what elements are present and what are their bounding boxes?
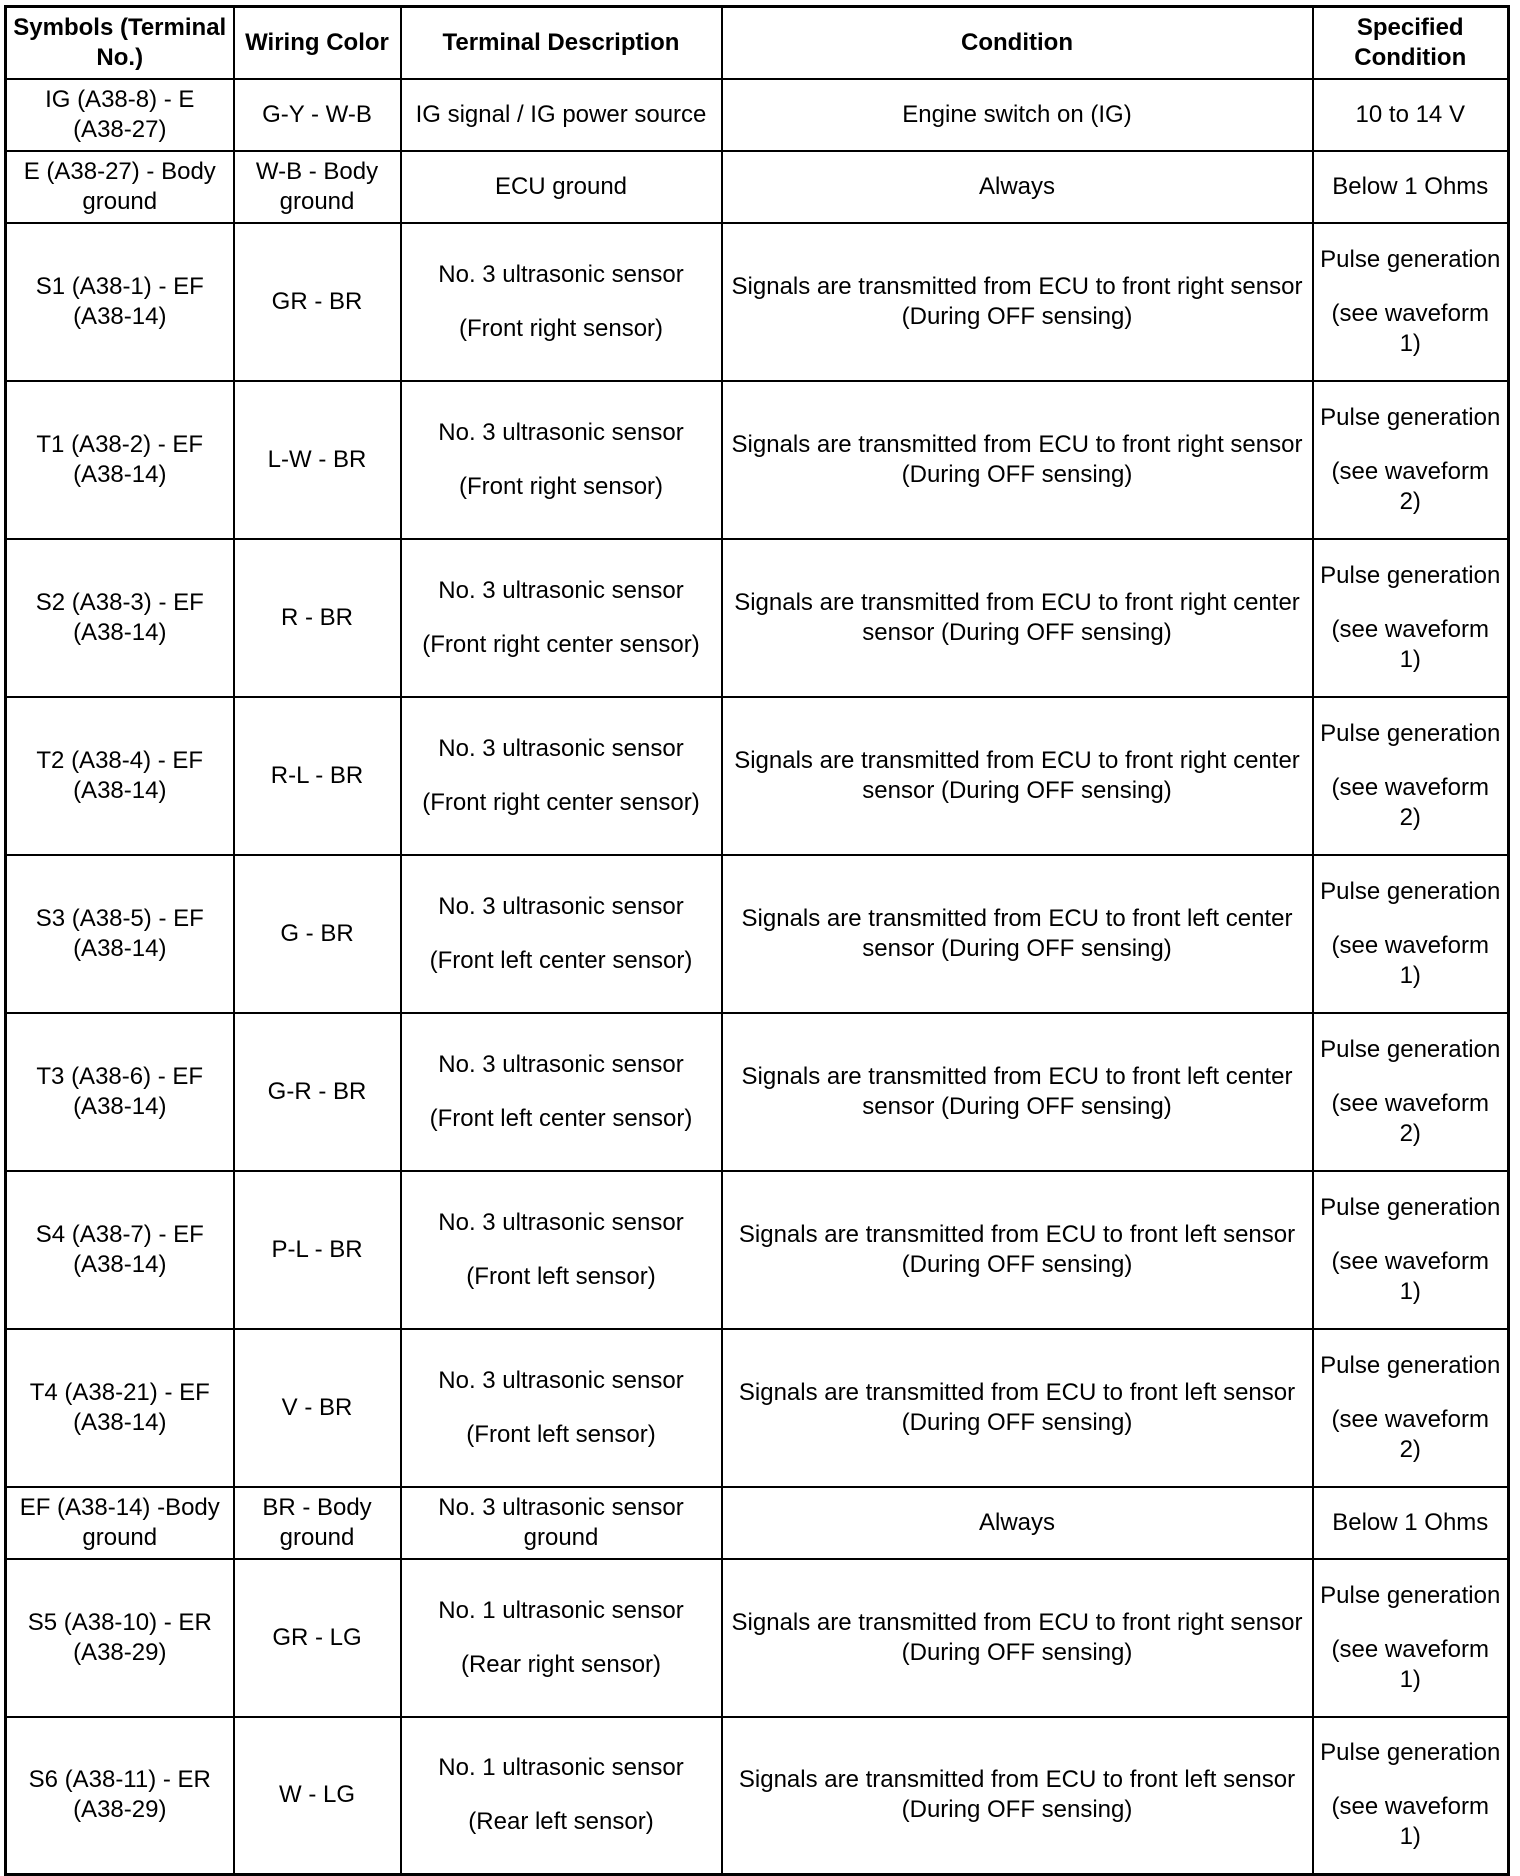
wiring-color-cell: G - BR	[234, 855, 401, 1013]
symbol-cell: S6 (A38-11) - ER (A38-29)	[6, 1717, 234, 1875]
terminal-description-cell-main: No. 3 ultrasonic sensor	[438, 576, 684, 604]
wiring-color-cell: V - BR	[234, 1329, 401, 1487]
specified-condition-cell	[1313, 1559, 1509, 1717]
table-row	[6, 1487, 1509, 1559]
symbol-cell: T2 (A38-4) - EF (A38-14)	[6, 697, 234, 855]
terminal-description-cell-main: No. 3 ultrasonic sensor	[438, 1208, 684, 1236]
specified-condition-cell-main: Pulse generation	[1320, 245, 1501, 273]
terminal-description-cell	[401, 855, 722, 1013]
table-row	[6, 1171, 1509, 1329]
terminal-description-cell	[401, 1013, 722, 1171]
sensor-location-text: (Front right sensor)	[458, 472, 664, 500]
spacer	[408, 448, 715, 472]
symbol-cell: EF (A38-14) -Body ground	[6, 1487, 234, 1559]
spacer	[408, 1396, 715, 1420]
condition-cell: Signals are transmitted from ECU to front right center sensor (During OFF sensing)	[722, 697, 1313, 855]
specified-condition-cell	[1313, 1487, 1509, 1559]
spacer	[408, 1626, 715, 1650]
header-wiring-color: Wiring Color	[234, 7, 401, 79]
spacer	[1320, 907, 1502, 931]
spacer	[1320, 1611, 1502, 1635]
symbol-cell: T1 (A38-2) - EF (A38-14)	[6, 381, 234, 539]
wiring-color-cell: G-R - BR	[234, 1013, 401, 1171]
terminal-table	[4, 5, 1510, 1876]
condition-cell: Signals are transmitted from ECU to front left sensor (During OFF sensing)	[722, 1171, 1313, 1329]
wiring-color-cell: G-Y - W-B	[234, 79, 401, 151]
sensor-location-text: (Rear left sensor)	[468, 1808, 654, 1836]
terminal-description-cell-main: IG signal / IG power source	[415, 100, 707, 128]
terminal-description-cell-main: No. 1 ultrasonic sensor	[438, 1754, 684, 1782]
spacer	[1320, 433, 1502, 457]
specified-condition-cell-main: Pulse generation	[1320, 1351, 1501, 1379]
condition-cell: Signals are transmitted from ECU to front left center sensor (During OFF sensing)	[722, 1013, 1313, 1171]
symbol-cell: IG (A38-8) - E (A38-27)	[6, 79, 234, 151]
specified-condition-cell	[1313, 151, 1509, 223]
terminal-description-cell	[401, 697, 722, 855]
terminal-description-cell	[401, 1329, 722, 1487]
specified-condition-cell	[1313, 1329, 1509, 1487]
table-row	[6, 855, 1509, 1013]
terminal-description-cell-main: No. 3 ultrasonic sensor	[438, 418, 684, 446]
terminal-description-cell-main: No. 3 ultrasonic sensor	[438, 260, 684, 288]
condition-cell: Signals are transmitted from ECU to front right sensor (During OFF sensing)	[722, 223, 1313, 381]
waveform-reference-text: (see waveform 2)	[1331, 1089, 1489, 1147]
wiring-color-cell: R-L - BR	[234, 697, 401, 855]
terminal-description-cell	[401, 1487, 722, 1559]
specified-condition-cell-main: Pulse generation	[1320, 1581, 1501, 1609]
specified-condition-cell	[1313, 1717, 1509, 1875]
spacer	[408, 606, 715, 630]
symbol-cell: T4 (A38-21) - EF (A38-14)	[6, 1329, 234, 1487]
spacer	[1320, 591, 1502, 615]
header-symbols: Symbols (Terminal No.)	[6, 7, 234, 79]
wiring-color-cell: L-W - BR	[234, 381, 401, 539]
sensor-location-text: (Front right sensor)	[458, 314, 664, 342]
wiring-color-cell: W-B - Body ground	[234, 151, 401, 223]
condition-cell: Always	[722, 1487, 1313, 1559]
spacer	[1320, 749, 1502, 773]
specified-condition-cell-main: Pulse generation	[1320, 1035, 1501, 1063]
specified-condition-cell-main: Pulse generation	[1320, 877, 1501, 905]
terminal-description-cell	[401, 381, 722, 539]
table-row	[6, 1559, 1509, 1717]
condition-cell: Signals are transmitted from ECU to front left center sensor (During OFF sensing)	[722, 855, 1313, 1013]
sensor-location-text: (Rear right sensor)	[460, 1650, 662, 1678]
specified-condition-cell	[1313, 1013, 1509, 1171]
condition-cell: Signals are transmitted from ECU to front left sensor (During OFF sensing)	[722, 1717, 1313, 1875]
specified-condition-cell-main: Pulse generation	[1320, 561, 1501, 589]
specified-condition-cell	[1313, 381, 1509, 539]
header-condition: Condition	[722, 7, 1313, 79]
terminal-description-cell	[401, 1717, 722, 1875]
sensor-location-text: (Front right center sensor)	[422, 788, 700, 816]
table-row	[6, 151, 1509, 223]
spacer	[1320, 1768, 1502, 1792]
symbol-cell: S3 (A38-5) - EF (A38-14)	[6, 855, 234, 1013]
sensor-location-text: (Front right center sensor)	[422, 630, 700, 658]
waveform-reference-text: (see waveform 2)	[1331, 773, 1489, 831]
table-row	[6, 1717, 1509, 1875]
wiring-color-cell: P-L - BR	[234, 1171, 401, 1329]
terminal-description-cell	[401, 1559, 722, 1717]
symbol-cell: E (A38-27) - Body ground	[6, 151, 234, 223]
terminal-description-cell-main: No. 3 ultrasonic sensor	[438, 734, 684, 762]
specified-condition-cell	[1313, 223, 1509, 381]
terminal-description-cell	[401, 223, 722, 381]
symbol-cell: T3 (A38-6) - EF (A38-14)	[6, 1013, 234, 1171]
spacer	[1320, 1065, 1502, 1089]
specified-condition-cell-main: Pulse generation	[1320, 403, 1501, 431]
waveform-reference-text: (see waveform 1)	[1331, 615, 1489, 673]
table-row	[6, 1013, 1509, 1171]
spacer	[1320, 1381, 1502, 1405]
terminal-description-cell-main: No. 3 ultrasonic sensor	[438, 1050, 684, 1078]
specified-condition-cell-main: Pulse generation	[1320, 1193, 1501, 1221]
specified-condition-cell	[1313, 697, 1509, 855]
spacer	[408, 1238, 715, 1262]
specified-condition-cell-main: 10 to 14 V	[1355, 100, 1465, 128]
waveform-reference-text: (see waveform 1)	[1331, 931, 1489, 989]
specified-condition-cell-main: Below 1 Ohms	[1332, 172, 1489, 200]
wiring-color-cell: GR - LG	[234, 1559, 401, 1717]
waveform-reference-text: (see waveform 1)	[1331, 1247, 1489, 1305]
condition-cell: Always	[722, 151, 1313, 223]
header-specified-condition: Specified Condition	[1313, 7, 1509, 79]
spacer	[408, 922, 715, 946]
wiring-color-cell: GR - BR	[234, 223, 401, 381]
header-row	[6, 7, 1509, 79]
spacer	[408, 1080, 715, 1104]
terminal-description-cell-main: No. 3 ultrasonic sensor	[438, 1366, 684, 1394]
waveform-reference-text: (see waveform 2)	[1331, 457, 1489, 515]
spacer	[408, 764, 715, 788]
terminal-description-cell	[401, 79, 722, 151]
wiring-color-cell: W - LG	[234, 1717, 401, 1875]
table-row	[6, 223, 1509, 381]
condition-cell: Engine switch on (IG)	[722, 79, 1313, 151]
table-row	[6, 1329, 1509, 1487]
wiring-color-cell: BR - Body ground	[234, 1487, 401, 1559]
terminal-description-cell-main: No. 3 ultrasonic sensor	[438, 892, 684, 920]
sensor-location-text: (Front left sensor)	[466, 1262, 656, 1290]
symbol-cell: S1 (A38-1) - EF (A38-14)	[6, 223, 234, 381]
spacer	[1320, 275, 1502, 299]
table-body	[6, 79, 1509, 1875]
waveform-reference-text: (see waveform 2)	[1331, 1405, 1489, 1463]
spacer	[408, 1783, 715, 1807]
specified-condition-cell	[1313, 1171, 1509, 1329]
spacer	[408, 290, 715, 314]
terminal-description-cell	[401, 1171, 722, 1329]
symbol-cell: S5 (A38-10) - ER (A38-29)	[6, 1559, 234, 1717]
wiring-color-cell: R - BR	[234, 539, 401, 697]
specified-condition-cell	[1313, 855, 1509, 1013]
specified-condition-cell-main: Pulse generation	[1320, 1739, 1501, 1767]
sensor-location-text: (Front left sensor)	[466, 1420, 656, 1448]
terminal-description-cell-main: No. 3 ultrasonic sensor ground	[438, 1493, 684, 1551]
terminal-description-cell	[401, 539, 722, 697]
header-terminal-description: Terminal Description	[401, 7, 722, 79]
waveform-reference-text: (see waveform 1)	[1331, 1635, 1489, 1693]
sensor-location-text: (Front left center sensor)	[429, 1104, 693, 1132]
terminal-description-cell	[401, 151, 722, 223]
table-row	[6, 697, 1509, 855]
condition-cell: Signals are transmitted from ECU to front right sensor (During OFF sensing)	[722, 1559, 1313, 1717]
table-row	[6, 539, 1509, 697]
spacer	[1320, 1223, 1502, 1247]
table-row	[6, 79, 1509, 151]
specified-condition-cell-main: Pulse generation	[1320, 719, 1501, 747]
condition-cell: Signals are transmitted from ECU to front left sensor (During OFF sensing)	[722, 1329, 1313, 1487]
condition-cell: Signals are transmitted from ECU to front right sensor (During OFF sensing)	[722, 381, 1313, 539]
waveform-reference-text: (see waveform 1)	[1331, 299, 1489, 357]
terminal-description-cell-main: No. 1 ultrasonic sensor	[438, 1596, 684, 1624]
table-row	[6, 381, 1509, 539]
sensor-location-text: (Front left center sensor)	[429, 946, 693, 974]
specified-condition-cell	[1313, 539, 1509, 697]
specified-condition-cell-main: Below 1 Ohms	[1332, 1508, 1489, 1536]
specified-condition-cell	[1313, 79, 1509, 151]
terminal-description-cell-main: ECU ground	[494, 172, 628, 200]
symbol-cell: S2 (A38-3) - EF (A38-14)	[6, 539, 234, 697]
condition-cell: Signals are transmitted from ECU to front right center sensor (During OFF sensing)	[722, 539, 1313, 697]
waveform-reference-text: (see waveform 1)	[1331, 1793, 1489, 1851]
symbol-cell: S4 (A38-7) - EF (A38-14)	[6, 1171, 234, 1329]
